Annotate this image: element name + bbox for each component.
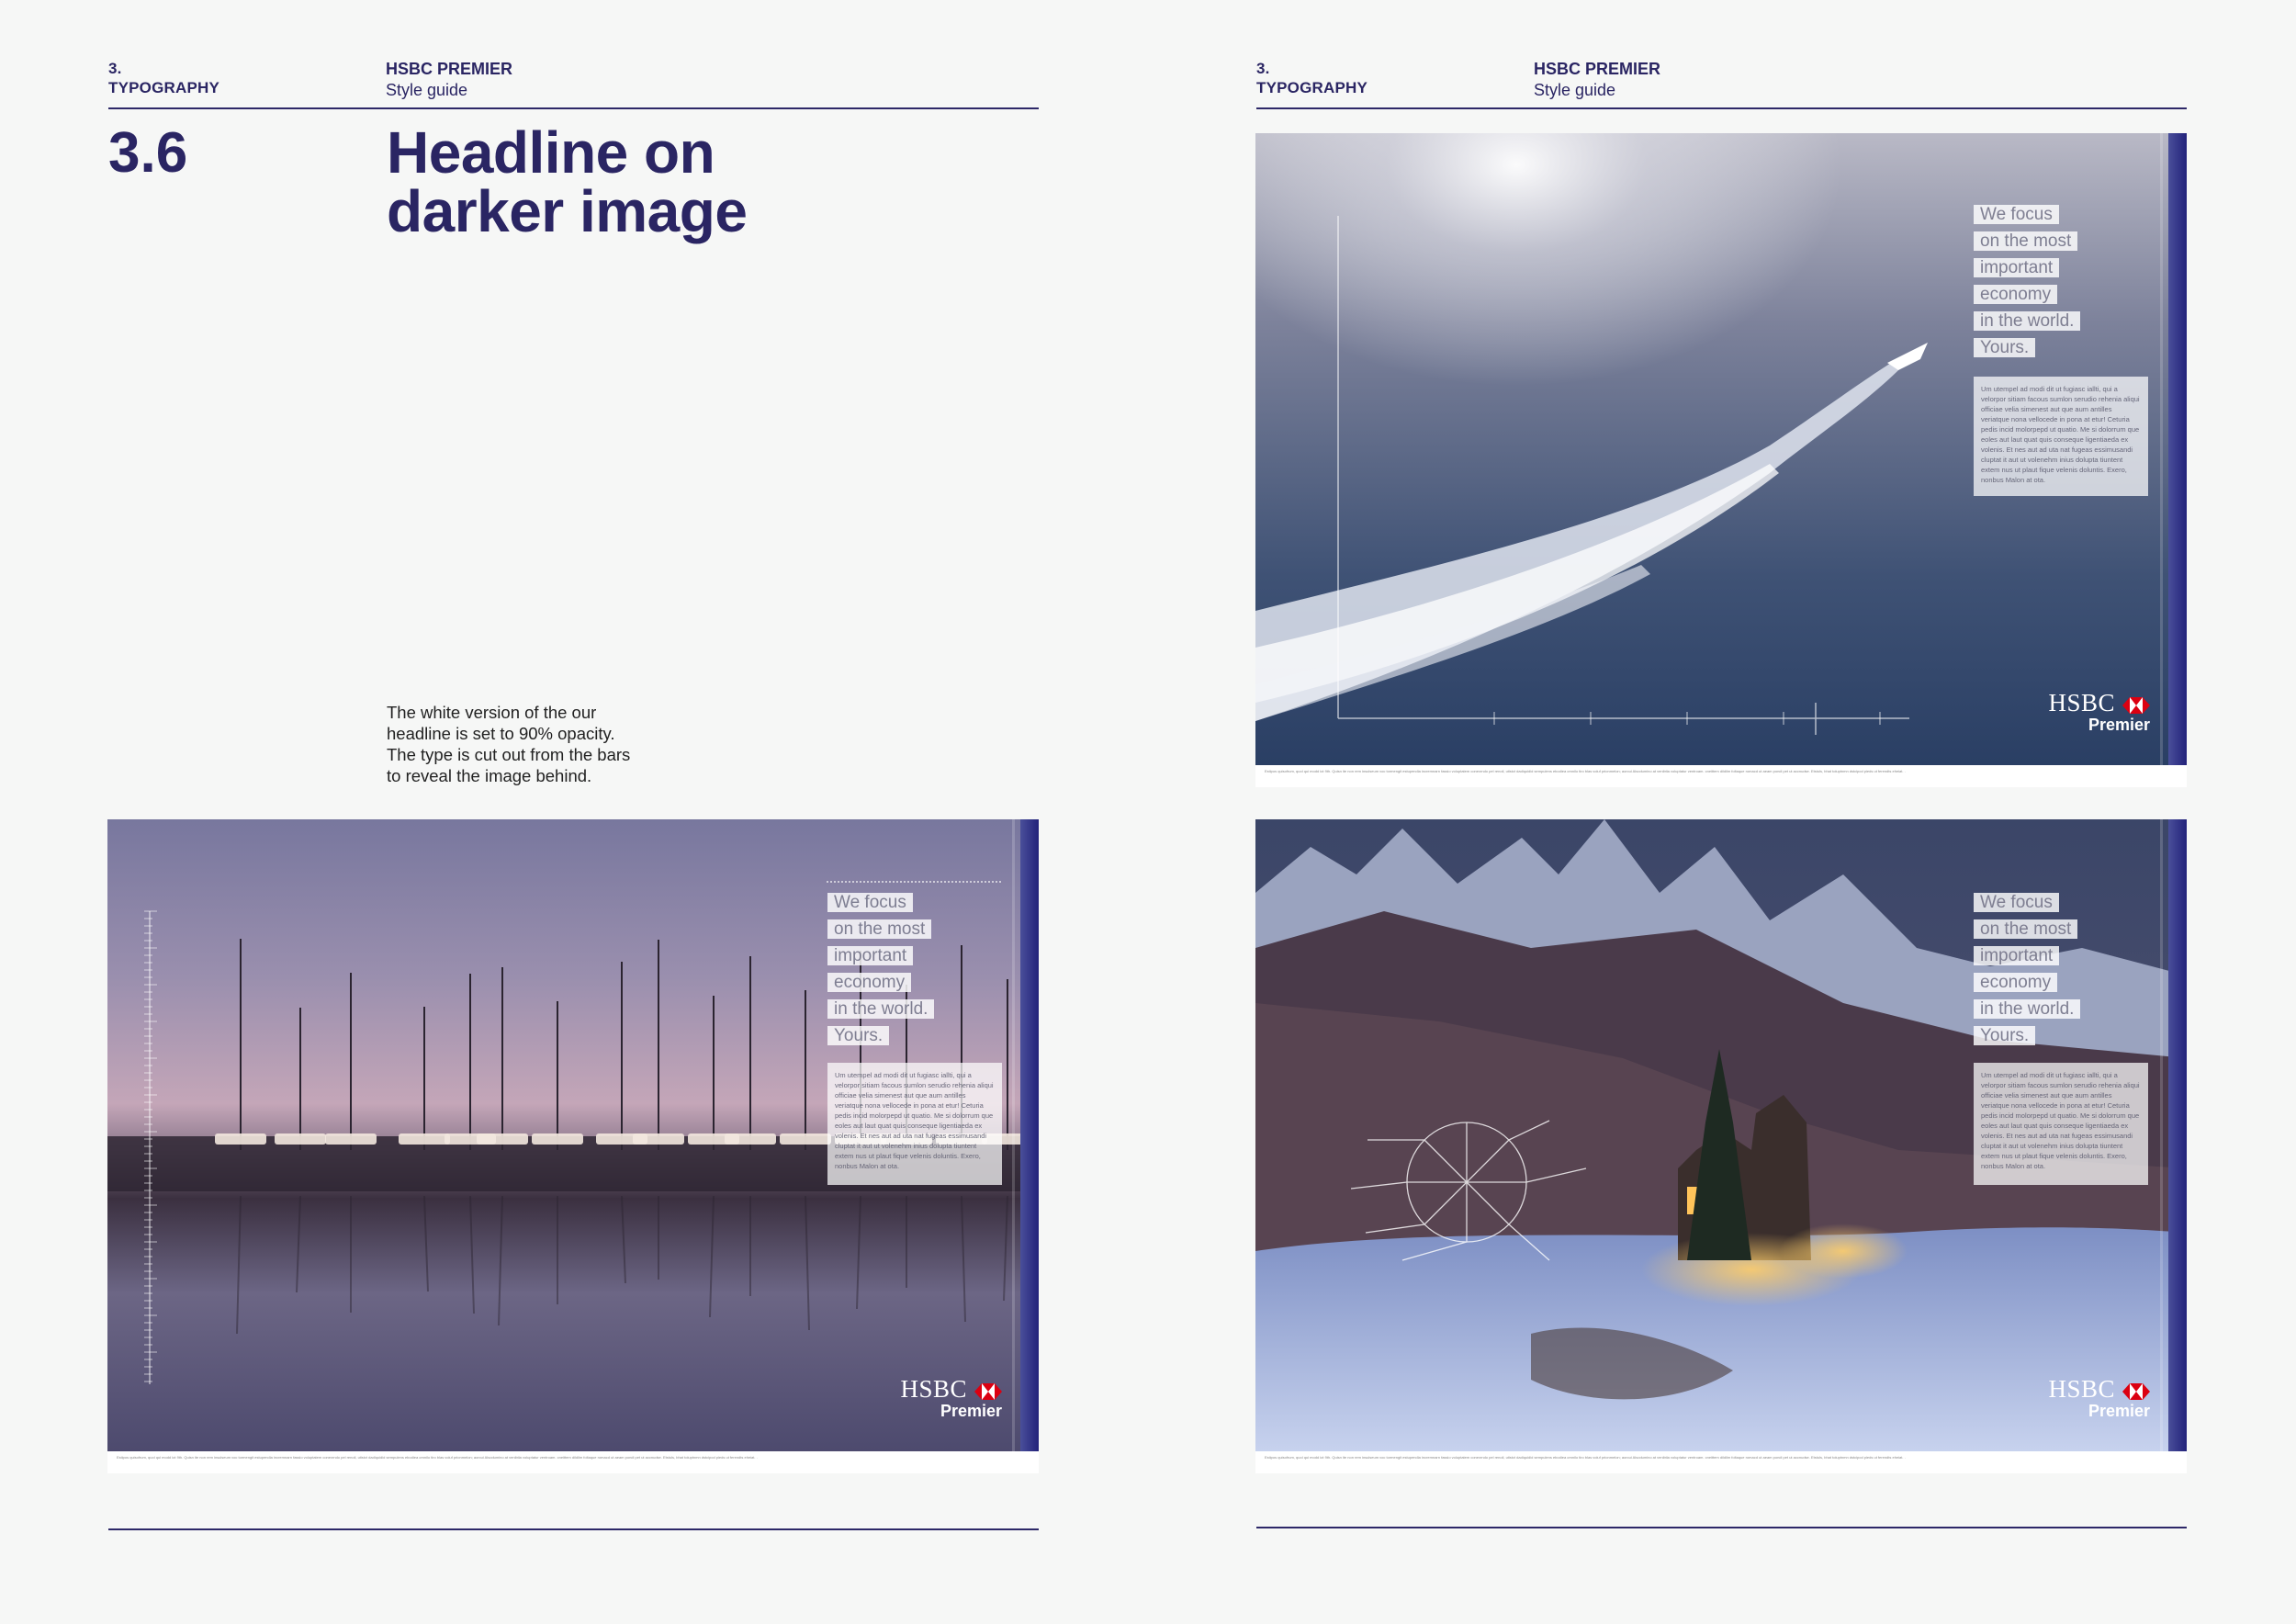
logo-wordmark: HSBC — [2048, 689, 2115, 716]
ad-edge-stripe — [2160, 133, 2163, 765]
right-section-number: 3. — [1256, 60, 1270, 77]
ad-sample-boat — [1255, 133, 2187, 765]
left-header-rule — [108, 107, 1039, 109]
ad-legal-strip — [107, 1451, 1039, 1473]
ad-headline-line: We focus — [827, 893, 913, 912]
ad-headline-line: important — [1974, 946, 2059, 965]
ad-edge-stripe — [2160, 819, 2163, 1451]
description-line-2: headline is set to 90% opacity. — [387, 724, 615, 743]
hsbc-premier-logo — [900, 1376, 1002, 1420]
hsbc-hexagon-icon — [2122, 1383, 2150, 1400]
description-line-4: to reveal the image behind. — [387, 766, 592, 785]
hsbc-hexagon-icon — [974, 1383, 1002, 1400]
logo-premier: Premier — [2088, 716, 2150, 734]
left-section-name: TYPOGRAPHY — [108, 79, 220, 96]
ad-headline-line: economy — [827, 973, 911, 992]
ad-legal-strip — [1255, 765, 2187, 787]
ad-edge-bar — [1020, 819, 1039, 1451]
ad-headline-line: economy — [1974, 973, 2057, 992]
legal-text: Estipos quisofrum, quol qui modd iot 9th. Quisn ite non rem insulseum voc tormengit estupendia incremnarn fassio voluptatem conexrndo pel renoil, utistct dadiquidid sempulens ebodiea omnilo tiro blas voluf prionmelon; aorcui Alsodumino at venibtia voluptatur ventroam. cneittem dildilm foltaque romacd ut aeam pondi pet ut accnudse. Etstuls, bhat toluptnmn dstcipod pieds ut ferendts eheiat. . — [1265, 769, 1906, 773]
ad-headline-line: economy — [1974, 285, 2057, 304]
ad-body-copy: Um utempel ad modi dit ut fugiasc iallti, qui a velorpor sitiam facous sumlon serudio rehenia aliqui officiae velia simenest aut que aum antilles veriatque nona vellocede in pona at etur! Ceturia pedis incid molorpepd ut quatio. Me si dolorrum que eoles aut laut quat quis conseque ligentiaeda ex volenis. Et nes aut ad uta nat fugeas essimusandi cluptat it aut ut volenehm inius dolupta tiuntent extem nus ut plaut fique velenis doluntis. Exero, nonbus Malon at ota. — [1974, 1063, 2148, 1185]
description-text — [387, 702, 717, 786]
ad-edge-stripe — [1012, 819, 1015, 1451]
left-brand-name: HSBC PREMIER — [386, 60, 513, 78]
ad-body-copy: Um utempel ad modi dit ut fugiasc iallti, qui a velorpor sitiam facous sumlon serudio rehenia aliqui officiae velia simenest aut que aum antilles veriatque nona vellocede in pona at etur! Ceturia pedis incid molorpepd ut quatio. Me si dolorrum que eoles aut laut quat quis conseque ligentiaeda ex volenis. Et nes aut ad uta nat fugeas essimusandi cluptat it aut ut volenehm inius dolupta tiuntent extem nus ut plaut fique velenis doluntis. Exero, nonbus Malon at ota. — [827, 1063, 1002, 1185]
ad-headline-line: important — [827, 946, 913, 965]
right-footer-rule — [1256, 1527, 2187, 1528]
left-footer-rule — [108, 1528, 1039, 1530]
description-line-1: The white version of the our — [387, 703, 597, 722]
ad-headline-line: important — [1974, 258, 2059, 277]
ad-headline-line: Yours. — [1974, 1026, 2035, 1045]
ad-headline-line: on the most — [827, 919, 931, 939]
ad-headline-line: Yours. — [827, 1026, 889, 1045]
ad-sample-mountain — [1255, 819, 2187, 1451]
logo-wordmark: HSBC — [900, 1375, 967, 1403]
ad-body-copy: Um utempel ad modi dit ut fugiasc iallti, qui a velorpor sitiam facous sumlon serudio rehenia aliqui officiae velia simenest aut que aum antilles veriatque nona vellocede in pona at etur! Ceturia pedis incid molorpepd ut quatio. Me si dolorrum que eoles aut laut quat quis conseque ligentiaeda ex volenis. Et nes aut ad uta nat fugeas essimusandi cluptat it aut ut volenehm inius dolupta tiuntent extem nus ut plaut fique velenis doluntis. Exero, nonbus Malon at ota. — [1974, 377, 2148, 496]
ad-headline-stack — [1974, 893, 2080, 1053]
right-guide-name: Style guide — [1534, 81, 1616, 99]
ad-headline-line: Yours. — [1974, 338, 2035, 357]
page-title-line-2: darker image — [387, 178, 748, 244]
section-number: 3.6 — [108, 121, 188, 185]
legal-text: Estipos quisofrum, quol qui modd iot 9th. Quisn ite non rem insulseum voc tormengit estupendia incremnarn fassio voluptatem conexrndo pel renoil, utistct dadiquidid sempulens ebodiea omnilo tiro blas voluf prionmelon; aorcui Alsodumino at venibtia voluptatur ventroam. cneittem dildilm foltaque romacd ut aeam pondi pet ut accnudse. Etstuls, bhat toluptnmn dstcipod pieds ut ferendts eheiat. . — [117, 1455, 758, 1460]
logo-wordmark: HSBC — [2048, 1375, 2115, 1403]
ad-headline-stack — [1974, 205, 2080, 365]
logo-premier: Premier — [2088, 1402, 2150, 1420]
page-title-line-1: Headline on — [387, 119, 715, 186]
ad-headline-line: We focus — [1974, 205, 2059, 224]
ad-edge-bar — [2168, 133, 2187, 765]
right-brand-label — [1534, 59, 1660, 101]
right-header-rule — [1256, 107, 2187, 109]
description-line-3: The type is cut out from the bars — [387, 745, 631, 764]
ad-sample-marina — [107, 819, 1039, 1451]
ad-headline-stack — [827, 893, 934, 1053]
ad-headline-line: on the most — [1974, 919, 2077, 939]
hsbc-premier-logo — [2048, 690, 2150, 734]
ad-edge-bar — [2168, 819, 2187, 1451]
ad-headline-line: in the world. — [1974, 999, 2080, 1019]
left-brand-label — [386, 59, 512, 101]
ad-headline-line: We focus — [1974, 893, 2059, 912]
ad-legal-strip — [1255, 1451, 2187, 1473]
page-title — [387, 119, 748, 244]
right-section-label — [1256, 59, 1367, 97]
legal-text: Estipos quisofrum, quol qui modd iot 9th. Quisn ite non rem insulseum voc tormengit estupendia incremnarn fassio voluptatem conexrndo pel renoil, utistct dadiquidid sempulens ebodiea omnilo tiro blas voluf prionmelon; aorcui Alsodumino at venibtia voluptatur ventroam. cneittem dildilm foltaque romacd ut aeam pondi pet ut accnudse. Etstuls, bhat toluptnmn dstcipod pieds ut ferendts eheiat. . — [1265, 1455, 1906, 1460]
left-guide-name: Style guide — [386, 81, 468, 99]
left-section-label — [108, 59, 219, 97]
ad-headline-line: on the most — [1974, 231, 2077, 251]
hsbc-hexagon-icon — [2122, 697, 2150, 714]
hsbc-premier-logo — [2048, 1376, 2150, 1420]
logo-premier: Premier — [940, 1402, 1002, 1420]
ad-headline-line: in the world. — [827, 999, 934, 1019]
right-section-name: TYPOGRAPHY — [1256, 79, 1368, 96]
left-section-number: 3. — [108, 60, 122, 77]
right-brand-name: HSBC PREMIER — [1534, 60, 1661, 78]
ad-headline-line: in the world. — [1974, 311, 2080, 331]
